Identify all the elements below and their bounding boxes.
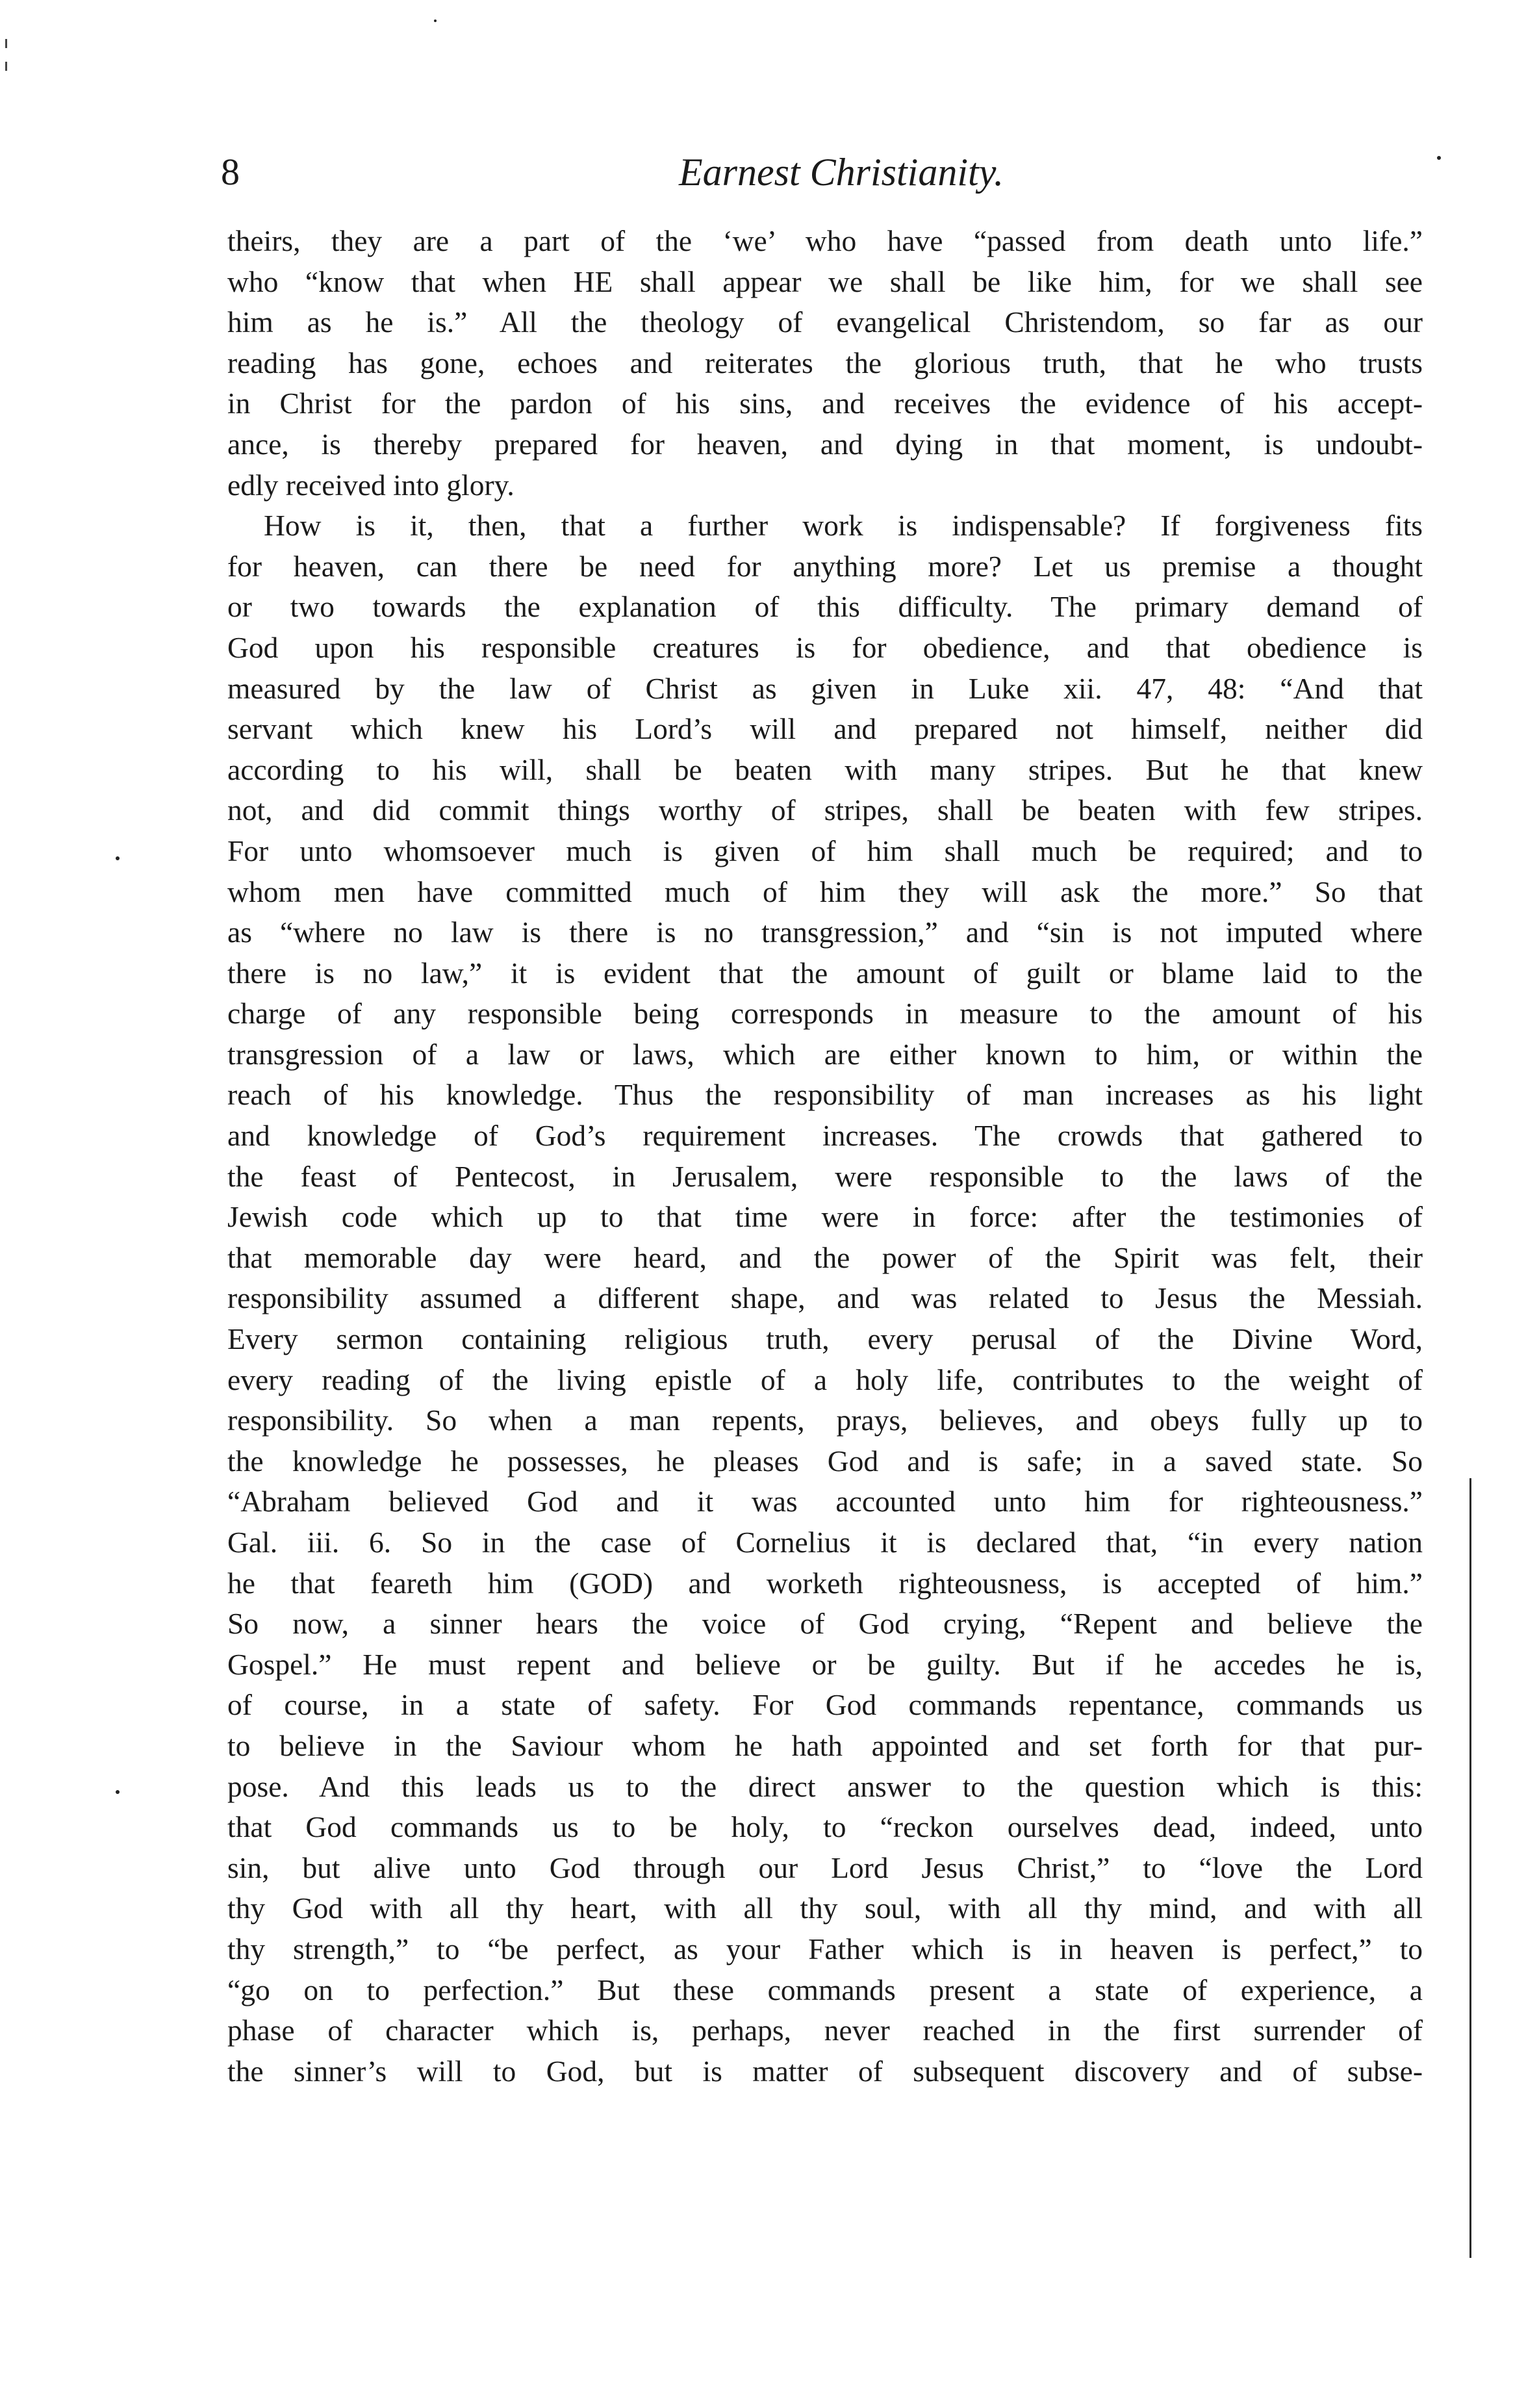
text-line: So now, a sinner hears the voice of God crying, “Repent and believe the [227, 1607, 1423, 1641]
scan-edge-mark [5, 62, 7, 71]
scan-edge-mark [5, 39, 7, 48]
text-line: that memorable day were heard, and the power of the Spirit was felt, their [227, 1240, 1423, 1274]
text-line: For unto whomsoever much is given of him shall much be required; and to [227, 834, 1423, 867]
text-line: the knowledge he possesses, he pleases God and is safe; in a saved state. So [227, 1444, 1423, 1478]
text-line: thy God with all thy heart, with all thy soul, with all thy mind, and with all [227, 1891, 1423, 1925]
text-line: sin, but alive unto God through our Lord Jesus Christ,” to “love the Lord [227, 1851, 1423, 1884]
text-line: God upon his responsible creatures is for obedience, and that obedience is [227, 630, 1423, 664]
text-line: measured by the law of Christ as given in Luke xii. 47, 48: “And that [227, 671, 1423, 705]
text-line: phase of character which is, perhaps, never reached in the first surrender of [227, 2014, 1423, 2047]
text-line: he that feareth him (GOD) and worketh righteousness, is accepted of him.” [227, 1566, 1423, 1600]
text-line: whom men have committed much of him they will ask the more.” So that [227, 875, 1423, 908]
text-line: there is no law,” it is evident that the amount of guilt or blame laid to the [227, 956, 1423, 990]
text-line: the sinner’s will to God, but is matter of subsequent discovery and of subse- [227, 2054, 1423, 2088]
scan-speck [116, 1790, 120, 1794]
text-line: for heaven, can there be need for anything more? Let us premise a thought [227, 549, 1423, 583]
text-line: pose. And this leads us to the direct answer to the question which is this: [227, 1769, 1423, 1803]
text-line: responsibility assumed a different shape, and was related to Jesus the Messiah. [227, 1281, 1423, 1315]
scan-speck [1437, 156, 1441, 160]
text-line: of course, in a state of safety. For God commands repentance, commands us [227, 1688, 1423, 1722]
text-line: reading has gone, echoes and reiterates the glorious truth, that he who trusts [227, 346, 1423, 379]
text-line: reach of his knowledge. Thus the responsibility of man increases as his light [227, 1078, 1423, 1112]
text-line: thy strength,” to “be perfect, as your Father which is in heaven is perfect,” to [227, 1932, 1423, 1966]
text-line: to believe in the Saviour whom he hath appointed and set forth for that pur- [227, 1728, 1423, 1762]
text-line: not, and did commit things worthy of stripes, shall be beaten with few stripes. [227, 793, 1423, 827]
text-line: Gal. iii. 6. So in the case of Cornelius it is declared that, “in every nation [227, 1526, 1423, 1559]
text-line: and knowledge of God’s requirement increases. The crowds that gathered to [227, 1119, 1423, 1153]
text-line: “Abraham believed God and it was accounted unto him for righteousness.” [227, 1485, 1423, 1518]
text-line: Gospel.” He must repent and believe or be guilty. But if he accedes he is, [227, 1647, 1423, 1681]
page-header [214, 143, 1429, 201]
text-line: as “where no law is there is no transgression,” and “sin is not imputed where [227, 916, 1423, 949]
text-line: How is it, then, that a further work is indispensable? If forgiveness fits [264, 509, 1423, 543]
text-line: responsibility. So when a man repents, prays, believes, and obeys fully up to [227, 1403, 1423, 1437]
text-line: every reading of the living epistle of a holy life, contributes to the weight of [227, 1363, 1423, 1396]
text-line: edly received into glory. [227, 468, 515, 502]
scan-speck [116, 856, 120, 860]
running-title: Earnest Christianity. [678, 151, 1004, 194]
margin-rule [1469, 1478, 1471, 2258]
text-line: or two towards the explanation of this difficulty. The primary demand of [227, 590, 1423, 624]
text-line: Jewish code which up to that time were in force: after the testimonies of [227, 1200, 1423, 1234]
text-line: charge of any responsible being corresponds in measure to the amount of his [227, 997, 1423, 1031]
text-line: “go on to perfection.” But these commands present a state of experience, a [227, 1973, 1423, 2006]
text-line: ance, is thereby prepared for heaven, and dying in that moment, is undoubt- [227, 427, 1423, 461]
text-line: according to his will, shall be beaten with many stripes. But he that knew [227, 752, 1423, 786]
body-text [227, 221, 1423, 2092]
text-line: him as he is.” All the theology of evangelical Christendom, so far as our [227, 305, 1423, 339]
text-line: that God commands us to be holy, to “reckon ourselves dead, indeed, unto [227, 1810, 1423, 1844]
text-line: who “know that when HE shall appear we shall be like him, for we shall see [227, 264, 1423, 298]
text-line: in Christ for the pardon of his sins, and receives the evidence of his accept- [227, 387, 1423, 420]
text-line: transgression of a law or laws, which are either known to him, or within the [227, 1037, 1423, 1071]
text-line: theirs, they are a part of the ‘we’ who have “passed from death unto life.” [227, 224, 1423, 257]
text-line: Every sermon containing religious truth, every perusal of the Divine Word, [227, 1322, 1423, 1356]
text-line: the feast of Pentecost, in Jerusalem, were responsible to the laws of the [227, 1159, 1423, 1193]
scan-speck [434, 19, 437, 22]
text-line: servant which knew his Lord’s will and prepared not himself, neither did [227, 712, 1423, 746]
page-number: 8 [221, 151, 240, 193]
